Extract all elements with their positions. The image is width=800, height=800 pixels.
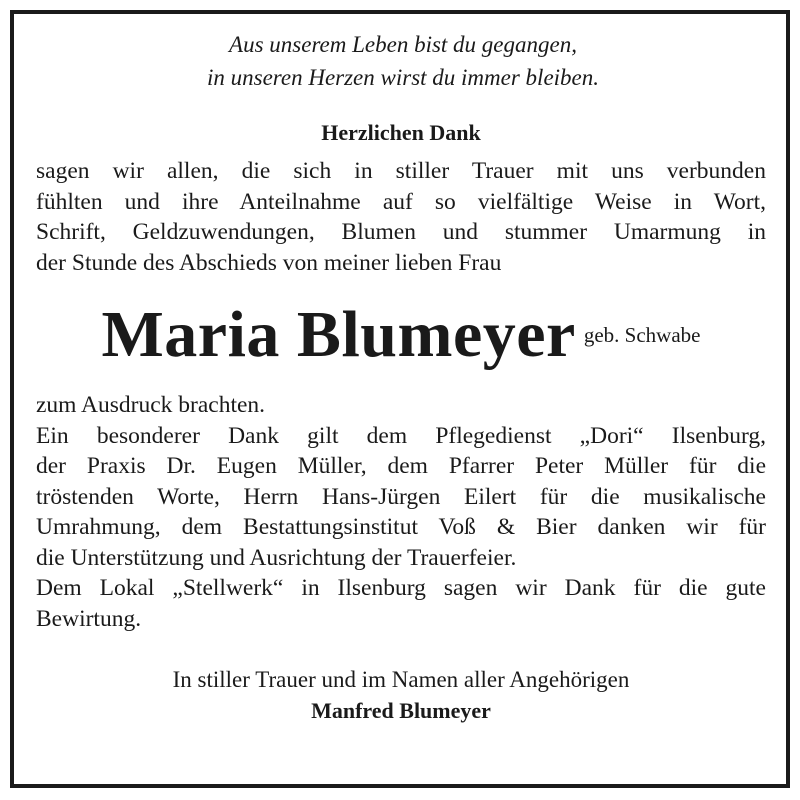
thanks-line: tröstenden Worte, Herrn Hans-Jürgen Eilert für die musikalische — [36, 483, 766, 510]
thanks-heading: Herzlichen Dank — [321, 120, 481, 145]
verse-line-1: Aus unserem Leben bist du gegangen, — [229, 32, 577, 57]
thanks-line: Ein besonderer Dank gilt dem Pflegedienst „Dori“ Ilsenburg, — [36, 422, 766, 449]
closing-line: In stiller Trauer und im Namen aller Angehörigen — [172, 667, 630, 692]
birth-name: geb. Schwabe — [583, 323, 701, 347]
intro-line: fühlten und ihre Anteilnahme auf so vielfältige Weise in Wort, — [36, 188, 766, 215]
deceased-name: Maria Blumeyer — [101, 298, 576, 371]
intro-line: Schrift, Geldzuwendungen, Blumen und stummer Umarmung in — [36, 219, 766, 245]
signer-name: Manfred Blumeyer — [311, 698, 491, 723]
thanks-line: zum Ausdruck brachten. — [36, 392, 266, 418]
thanks-paragraph — [36, 390, 766, 634]
memorial-verse — [36, 28, 766, 94]
intro-line: der Stunde des Abschieds von meiner lieben Frau — [36, 249, 502, 276]
intro-paragraph — [36, 156, 766, 278]
deceased-name-row — [36, 292, 766, 378]
verse-line-2: in unseren Herzen wirst du immer bleiben. — [206, 65, 600, 90]
thanks-line: Umrahmung, dem Bestattungsinstitut Voß & Bier danken wir für — [36, 514, 766, 540]
thanks-line: Bewirtung. — [36, 605, 142, 632]
thanks-line: die Unterstützung und Ausrichtung der Trauerfeier. — [36, 544, 517, 571]
thanks-line: der Praxis Dr. Eugen Müller, dem Pfarrer Peter Müller für die — [36, 453, 766, 479]
intro-line: sagen wir allen, die sich in stiller Trauer mit uns verbunden — [36, 158, 766, 184]
obituary-notice — [36, 28, 766, 726]
thanks-line: Dem Lokal „Stellwerk“ in Ilsenburg sagen wir Dank für die gute — [36, 575, 766, 601]
